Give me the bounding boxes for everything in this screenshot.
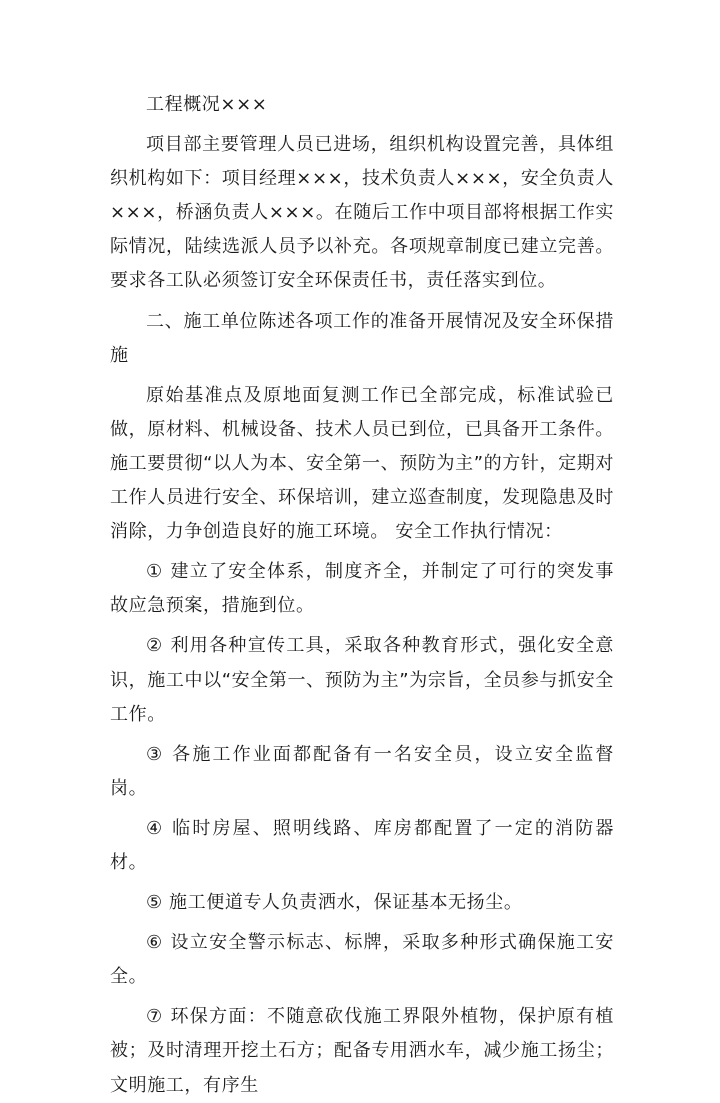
- list-item-safety-2: ② 利用各种宣传工具，采取各种教育形式，强化安全意识，施工中以“安全第一、预防为主”为宗旨，全员参与抓安全工作。: [110, 635, 614, 725]
- document-body: [110, 88, 614, 1103]
- section-heading-preparation: 二、施工单位陈述各项工作的准备开展情况及安全环保措施: [110, 310, 614, 366]
- list-item-safety-4: ④ 临时房屋、照明线路、库房都配置了一定的消防器材。: [110, 817, 614, 873]
- list-item-safety-7: ⑦ 环保方面：不随意砍伐施工界限外植物，保护原有植被；及时清理开挖土石方；配备专用洒水车，减少施工扬尘；文明施工，有序生: [110, 1006, 614, 1096]
- list-item-safety-3: ③ 各施工作业面都配备有一名安全员，设立安全监督岗。: [110, 743, 614, 799]
- paragraph-project-overview: 工程概况×××: [146, 94, 268, 115]
- list-item-safety-5: ⑤ 施工便道专人负责洒水，保证基本无扬尘。: [146, 892, 523, 914]
- list-item-safety-1: ① 建立了安全体系，制度齐全，并制定了可行的突发事故应急预案，措施到位。: [110, 561, 614, 617]
- paragraph-preparation: 原始基准点及原地面复测工作已全部完成，标准试验已做，原材料、机械设备、技术人员已到位，已具备开工条件。施工要贯彻“以人为本、安全第一、预防为主”的方针，定期对工作人员进行安全、环保培训，建立巡查制度，发现隐患及时消除，力争创造良好的施工环境。 安全工作执行情况：: [110, 384, 614, 543]
- list-item-safety-6: ⑥ 设立安全警示标志、标牌，采取多种形式确保施工安全。: [110, 932, 614, 988]
- paragraph-staffing: 项目部主要管理人员已进场，组织机构设置完善，具体组织机构如下：项目经理×××，技术负责人×××，安全负责人×××，桥涵负责人×××。在随后工作中项目部将根据工作实际情况，陆续选派人员予以补充。各项规章制度已建立完善。要求各工队必须签订安全环保责任书，责任落实到位。: [110, 134, 614, 292]
